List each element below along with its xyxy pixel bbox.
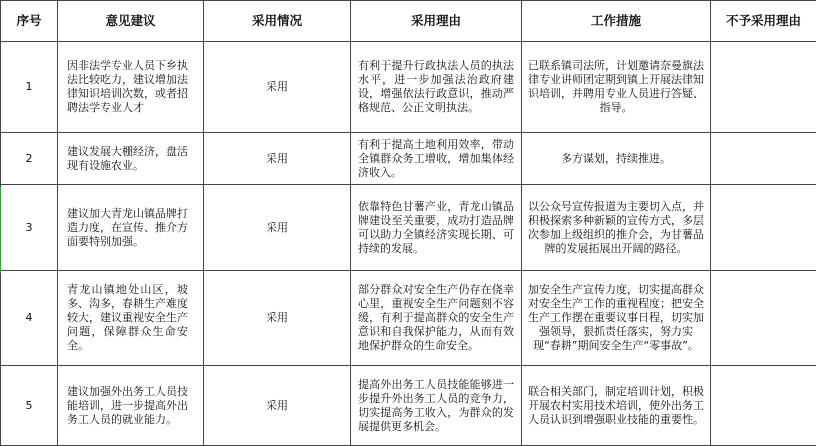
advice-text: 青龙山镇地处山区，坡多、沟多，春耕生产难度较大，建议重视安全生产问题，保障群众生命安全。 xyxy=(61,283,200,353)
cell-adoption-status: 采用 xyxy=(204,42,351,133)
cell-advice xyxy=(58,185,204,271)
header-row xyxy=(1,1,816,42)
table-row xyxy=(1,185,816,271)
measure-text: 以公众号宣传报道为主要切入点，并积极探索多种新颖的宣传方式，多层次参加上级组织的推介会，为甘薯品牌的发展拓展出开阔的路径。 xyxy=(525,200,707,256)
cell-adoption-status: 采用 xyxy=(204,271,351,366)
measure-text: 联合相关部门，制定培训计划，积极开展农村实用技术培训，使外出务工人员认识到增强职业技能的重要性。 xyxy=(525,385,707,427)
cell-work-measures xyxy=(522,185,711,271)
cell-work-measures xyxy=(522,366,711,446)
cell-serial-number: 1 xyxy=(1,42,58,133)
cell-adoption-reason xyxy=(351,271,522,366)
cell-serial-number: 2 xyxy=(1,133,58,185)
header-adoption-reason: 采用理由 xyxy=(351,1,522,42)
measure-text: 多方谋划，持续推进。 xyxy=(525,152,707,166)
cell-adoption-status: 采用 xyxy=(204,185,351,271)
cell-advice xyxy=(58,366,204,446)
reason-text: 有利于提高土地利用效率，带动全镇群众务工增收，增加集体经济收入。 xyxy=(354,138,518,180)
cell-adoption-reason xyxy=(351,133,522,185)
cell-adoption-reason xyxy=(351,42,522,133)
cell-work-measures xyxy=(522,42,711,133)
measure-text: 加安全生产宣传力度，切实提高群众对安全生产工作的重视程度；把安全生产工作摆在重要议事日程，切实加强领导，狠抓责任落实，努力实现“春耕”期间安全生产“零事故”。 xyxy=(525,283,707,353)
reason-text: 部分群众对安全生产仍存在侥幸心里，重视安全生产问题刻不容缓，有利于提高群众的安全生产意识和自我保护能力，从而有效地保护群众的生命安全。 xyxy=(354,283,518,353)
table-row xyxy=(1,366,816,446)
cell-rejection-reason xyxy=(711,366,816,446)
advice-text: 建议加强外出务工人员技能培训，进一步提高外出务工人员的就业能力。 xyxy=(61,385,200,427)
cell-advice xyxy=(58,133,204,185)
header-adoption-status: 采用情况 xyxy=(204,1,351,42)
cell-serial-number: 3 xyxy=(1,185,58,271)
header-advice: 意见建议 xyxy=(58,1,204,42)
cell-advice xyxy=(58,42,204,133)
header-serial-number: 序号 xyxy=(1,1,58,42)
cell-work-measures xyxy=(522,133,711,185)
measure-text: 已联系镇司法所，计划邀请奈曼旗法律专业讲师团定期到镇上开展法律知识培训，并聘用专业人员进行答疑、指导。 xyxy=(525,59,707,115)
table-row xyxy=(1,271,816,366)
header-rejection-reason: 不予采用理由 xyxy=(711,1,816,42)
cell-adoption-reason xyxy=(351,185,522,271)
cell-rejection-reason xyxy=(711,185,816,271)
advice-text: 因非法学专业人员下乡执法比较吃力，建议增加法律知识培训次数，或者招聘法学专业人才 xyxy=(61,59,200,115)
cell-adoption-reason xyxy=(351,366,522,446)
cell-rejection-reason xyxy=(711,133,816,185)
reason-text: 依靠特色甘薯产业，青龙山镇品牌建设至关重要，成功打造品牌可以助力全镇经济实现长期、可持续的发展。 xyxy=(354,200,518,256)
table-row xyxy=(1,42,816,133)
reason-text: 有利于提升行政执法人员的执法水平，进一步加强法治政府建设，增强依法行政意识，推动严格规范、公正文明执法。 xyxy=(354,59,518,115)
cell-work-measures xyxy=(522,271,711,366)
reason-text: 提高外出务工人员技能能够进一步提升外出务工人员的竞争力，切实提高务工收入，为群众的发展提供更多机会。 xyxy=(354,378,518,434)
cell-rejection-reason xyxy=(711,42,816,133)
advice-text: 建议加大青龙山镇品牌打造力度，在宣传、推介方面要特别加强。 xyxy=(61,207,200,249)
row-selection-indicator xyxy=(0,187,1,273)
cell-serial-number: 5 xyxy=(1,366,58,446)
advice-text: 建议发展大棚经济，盘活现有设施农业。 xyxy=(61,145,200,173)
cell-adoption-status: 采用 xyxy=(204,133,351,185)
table-row xyxy=(1,133,816,185)
cell-advice xyxy=(58,271,204,366)
cell-serial-number: 4 xyxy=(1,271,58,366)
header-work-measures: 工作措施 xyxy=(522,1,711,42)
cell-rejection-reason xyxy=(711,271,816,366)
cell-adoption-status: 采用 xyxy=(204,366,351,446)
